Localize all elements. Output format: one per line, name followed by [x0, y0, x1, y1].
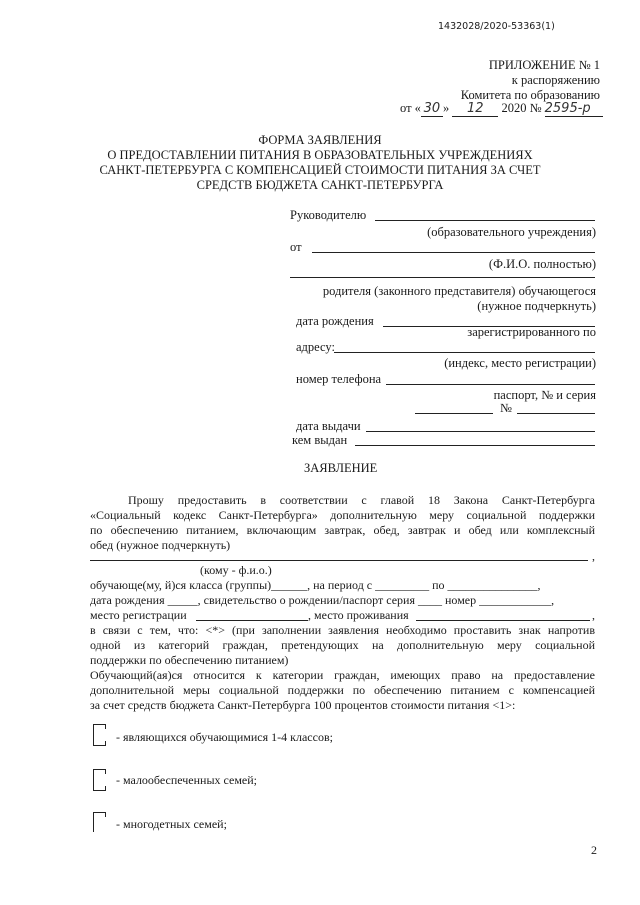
head-label: Руководителю — [290, 208, 367, 222]
whom-hint: (кому - ф.и.о.) — [200, 563, 272, 577]
appendix-date-line — [400, 101, 603, 117]
reg-place-field[interactable] — [196, 620, 308, 621]
issue-date-field[interactable] — [366, 431, 595, 432]
category-line3: за счет средств бюджета Санкт-Петербурга 100 процентов стоимости питания <1>: — [90, 698, 516, 712]
whom-comma: , — [592, 549, 595, 563]
phone-field[interactable] — [386, 384, 595, 385]
date-prefix: от « — [400, 101, 421, 115]
birth-label: дата рождения — [296, 314, 374, 328]
option-low-income-label: - малообеспеченных семей; — [116, 773, 258, 787]
reason-line2: одной из категорий граждан, претендующих на дополнительную меру социальной — [90, 638, 595, 652]
parent-hint: родителя (законного представителя) обучающегося — [322, 284, 596, 298]
underline-hint: (нужное подчеркнуть) — [477, 299, 596, 313]
para1-line2: «Социальный кодекс Санкт-Петербурга» дополнительную меру социальной поддержки — [90, 508, 595, 522]
para1-line1: Прошу предоставить в соответствии с главой 18 Закона Санкт-Петербурга — [128, 493, 595, 507]
studying-line[interactable]: обучающе(му, й)ся класса (группы)______, на период с _________ по _______________, — [90, 578, 541, 592]
appendix-line1: к распоряжению — [511, 73, 600, 87]
address-label: адресу: — [296, 340, 335, 354]
issue-date-label: дата выдачи — [296, 419, 361, 433]
category-line2: дополнительной меры социальной поддержки по обеспечению питанием с компенсацией — [90, 683, 595, 697]
reg-place-label: место регистрации — [90, 608, 187, 622]
fio-continuation-field[interactable] — [290, 277, 595, 278]
option-grades-1-4-label: - являющихся обучающимися 1-4 классов; — [116, 730, 333, 744]
number-sign: № — [500, 401, 512, 415]
residence-comma: , — [592, 608, 595, 622]
form-title-line4: СРЕДСТВ БЮДЖЕТА САНКТ-ПЕТЕРБУРГА — [196, 178, 444, 192]
org-hint: (образовательного учреждения) — [427, 225, 596, 239]
form-title-line1: ФОРМА ЗАЯВЛЕНИЯ — [258, 133, 382, 147]
from-label: от — [290, 240, 302, 254]
issued-by-field[interactable] — [355, 445, 595, 446]
reason-line3: поддержки по обеспечению питанием) — [90, 653, 289, 667]
reason-line1: в связи с тем, что: <*> (при заполнении заявления необходимо проставить знак напротив — [90, 623, 595, 637]
head-field[interactable] — [375, 220, 595, 221]
category-line1: Обучающий(ая)ся относится к категории граждан, имеющих право на предоставление — [90, 668, 595, 682]
statement-title: ЗАЯВЛЕНИЕ — [304, 461, 378, 475]
birth-line[interactable]: дата рождения _____, свидетельство о рождении/паспорт серия ____ номер ____________, — [90, 593, 555, 607]
date-mid: » — [442, 101, 450, 115]
date-month: 12 — [452, 101, 498, 117]
appendix-title: ПРИЛОЖЕНИЕ № 1 — [488, 58, 600, 72]
option-large-family-label: - многодетных семей; — [116, 817, 227, 831]
form-title-line2: О ПРЕДОСТАВЛЕНИИ ПИТАНИЯ В ОБРАЗОВАТЕЛЬНЫХ УЧРЕЖДЕНИЯХ — [107, 148, 533, 162]
residence-label: , место проживания — [308, 608, 409, 622]
issued-by-label: кем выдан — [292, 433, 348, 447]
checkbox-large-family[interactable] — [93, 812, 109, 836]
form-title-line3: САНКТ-ПЕТЕРБУРГА С КОМПЕНСАЦИЕЙ СТОИМОСТИ ПИТАНИЯ ЗА СЧЕТ — [99, 163, 541, 177]
address-hint: (индекс, место регистрации) — [444, 356, 596, 370]
doc-code: 1432028/2020-53363(1) — [438, 21, 555, 32]
passport-number-field[interactable] — [517, 413, 595, 414]
order-number: 2595-р — [545, 101, 603, 117]
passport-label: паспорт, № и серия — [493, 388, 596, 402]
passport-series-field[interactable] — [415, 413, 493, 414]
appendix-line2: Комитета по образованию — [460, 88, 600, 102]
page-number: 2 — [591, 843, 597, 857]
residence-field[interactable] — [416, 620, 590, 621]
whom-field[interactable] — [90, 560, 588, 561]
date-year: 2020 № — [501, 101, 542, 115]
para1-line3: по обеспечению питанием, включающим завтрак, обед, завтрак и обед или комплексный — [90, 523, 595, 537]
date-day: 30 — [421, 101, 443, 117]
from-field[interactable] — [312, 252, 595, 253]
phone-label: номер телефона — [296, 372, 382, 386]
checkbox-low-income[interactable] — [93, 769, 109, 791]
address-field[interactable] — [334, 352, 595, 353]
registered-label: зарегистрированного по — [467, 325, 596, 339]
checkbox-grades-1-4[interactable] — [93, 724, 109, 746]
fio-hint: (Ф.И.О. полностью) — [488, 257, 596, 271]
para1-line4: обед (нужное подчеркнуть) — [90, 538, 231, 552]
